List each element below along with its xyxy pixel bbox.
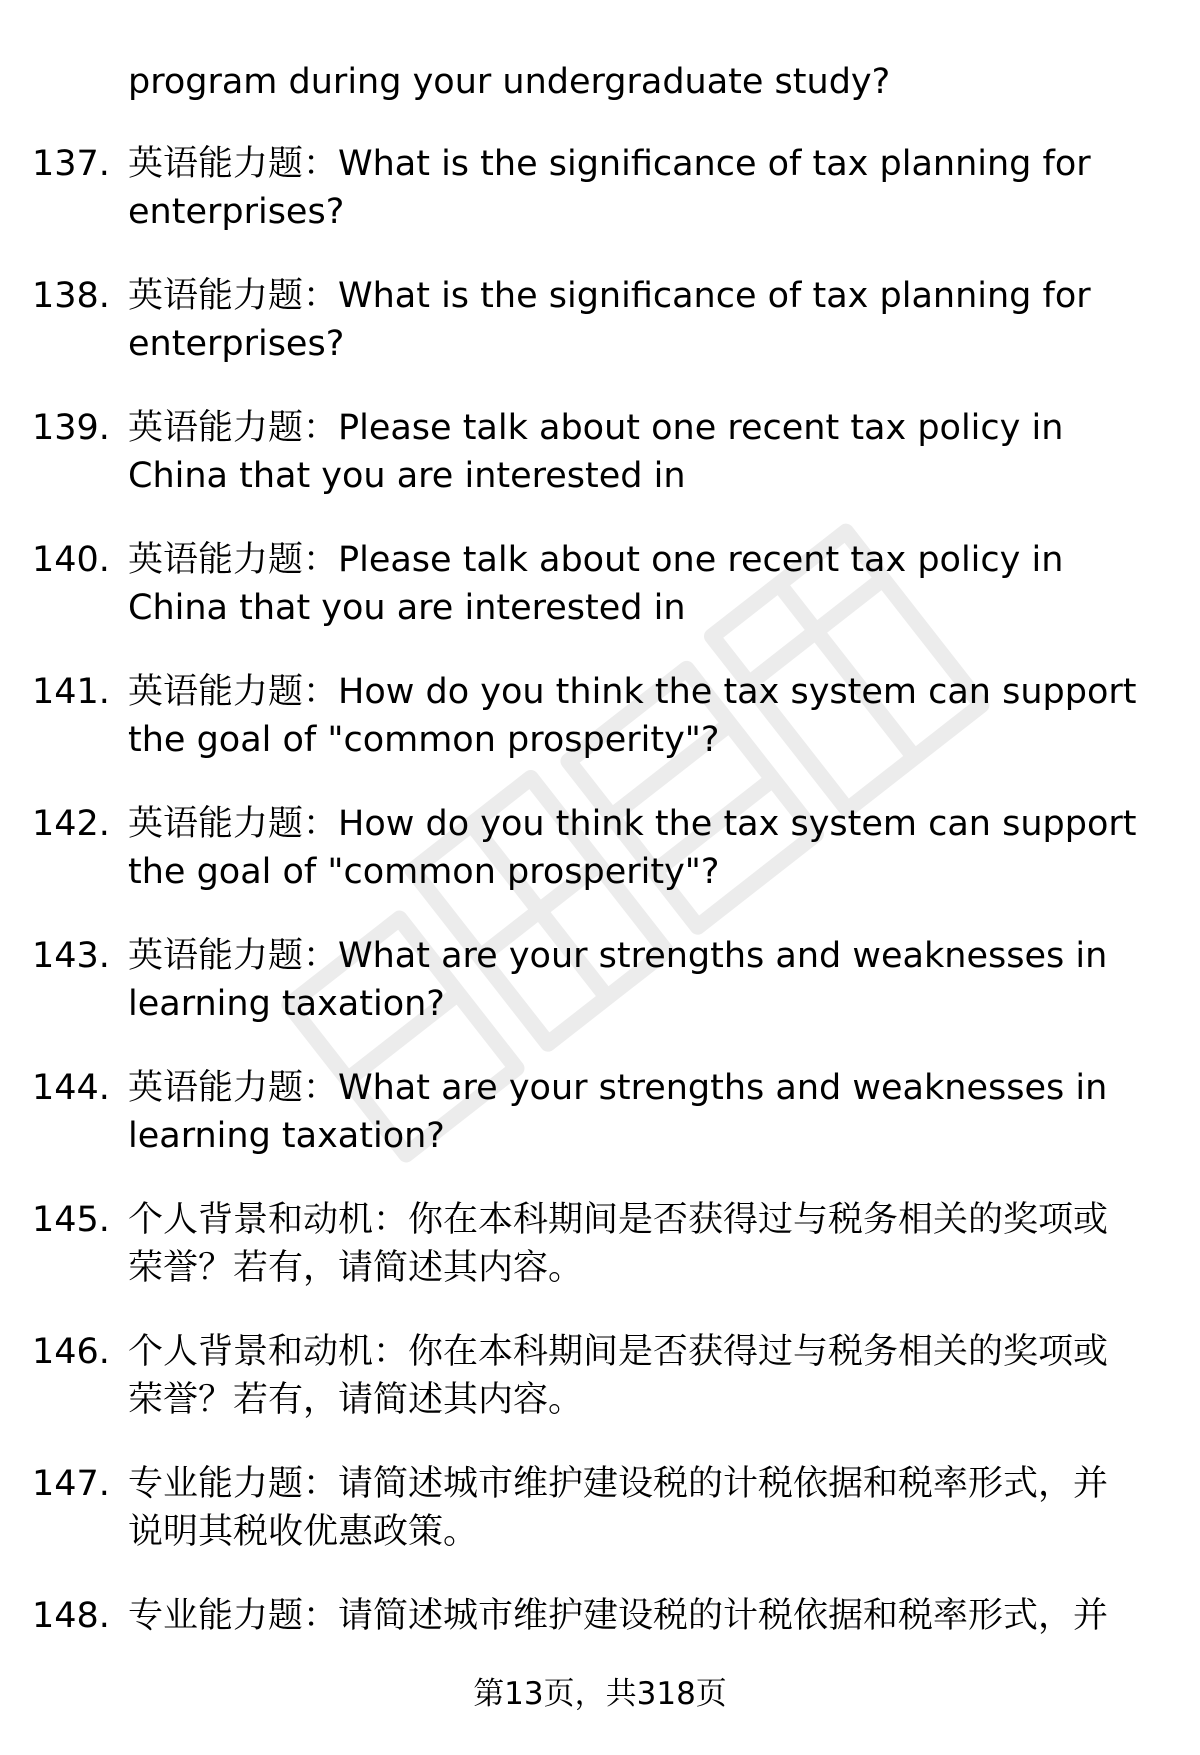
question-item <box>0 932 1200 1064</box>
question-number: 141. <box>32 672 110 712</box>
question-item <box>0 272 1200 404</box>
question-number: 148. <box>32 1596 110 1636</box>
page-footer: 第13页，共318页 <box>473 1676 727 1712</box>
question-text: 个人背景和动机：你在本科期间是否获得过与税务相关的奖项或荣誉？若有，请简述其内容。 <box>128 1200 1109 1288</box>
question-number: 139. <box>32 408 110 448</box>
question-number: 142. <box>32 804 110 844</box>
question-item <box>0 404 1200 536</box>
question-text: 英语能力题：How do you think the tax system can support the goal of "common prosperity"? <box>128 804 1137 892</box>
question-number: 140. <box>32 540 110 580</box>
question-item <box>0 1328 1200 1460</box>
question-text: 英语能力题：What is the significance of tax planning for enterprises? <box>128 144 1091 232</box>
question-number: 144. <box>32 1068 110 1108</box>
question-text: 英语能力题：What are your strengths and weaknesses in learning taxation? <box>128 936 1108 1024</box>
question-number: 137. <box>32 144 110 184</box>
question-text: 英语能力题：Please talk about one recent tax policy in China that you are interested in <box>128 540 1064 628</box>
question-item <box>0 1196 1200 1328</box>
question-number: 147. <box>32 1464 110 1504</box>
question-number: 146. <box>32 1332 110 1372</box>
question-number: 145. <box>32 1200 110 1240</box>
question-number: 143. <box>32 936 110 976</box>
question-item <box>0 1064 1200 1196</box>
carry-over-line: program during your undergraduate study? <box>128 62 891 102</box>
question-text: 个人背景和动机：你在本科期间是否获得过与税务相关的奖项或荣誉？若有，请简述其内容。 <box>128 1332 1109 1420</box>
question-item <box>0 536 1200 668</box>
question-text: 英语能力题：What are your strengths and weaknesses in learning taxation? <box>128 1068 1108 1156</box>
question-list <box>0 140 1200 1724</box>
question-text: 专业能力题：请简述城市维护建设税的计税依据和税率形式，并说明其税收优惠政策。 <box>128 1464 1109 1552</box>
question-text: 英语能力题：How do you think the tax system can support the goal of "common prosperity"? <box>128 672 1137 760</box>
question-item <box>0 800 1200 932</box>
question-number: 138. <box>32 276 110 316</box>
question-item <box>0 668 1200 800</box>
question-item <box>0 140 1200 272</box>
question-text: 专业能力题：请简述城市维护建设税的计税依据和税率形式，并 <box>128 1596 1109 1636</box>
question-text: 英语能力题：What is the significance of tax planning for enterprises? <box>128 276 1091 364</box>
question-item <box>0 1460 1200 1592</box>
question-text: 英语能力题：Please talk about one recent tax policy in China that you are interested in <box>128 408 1064 496</box>
